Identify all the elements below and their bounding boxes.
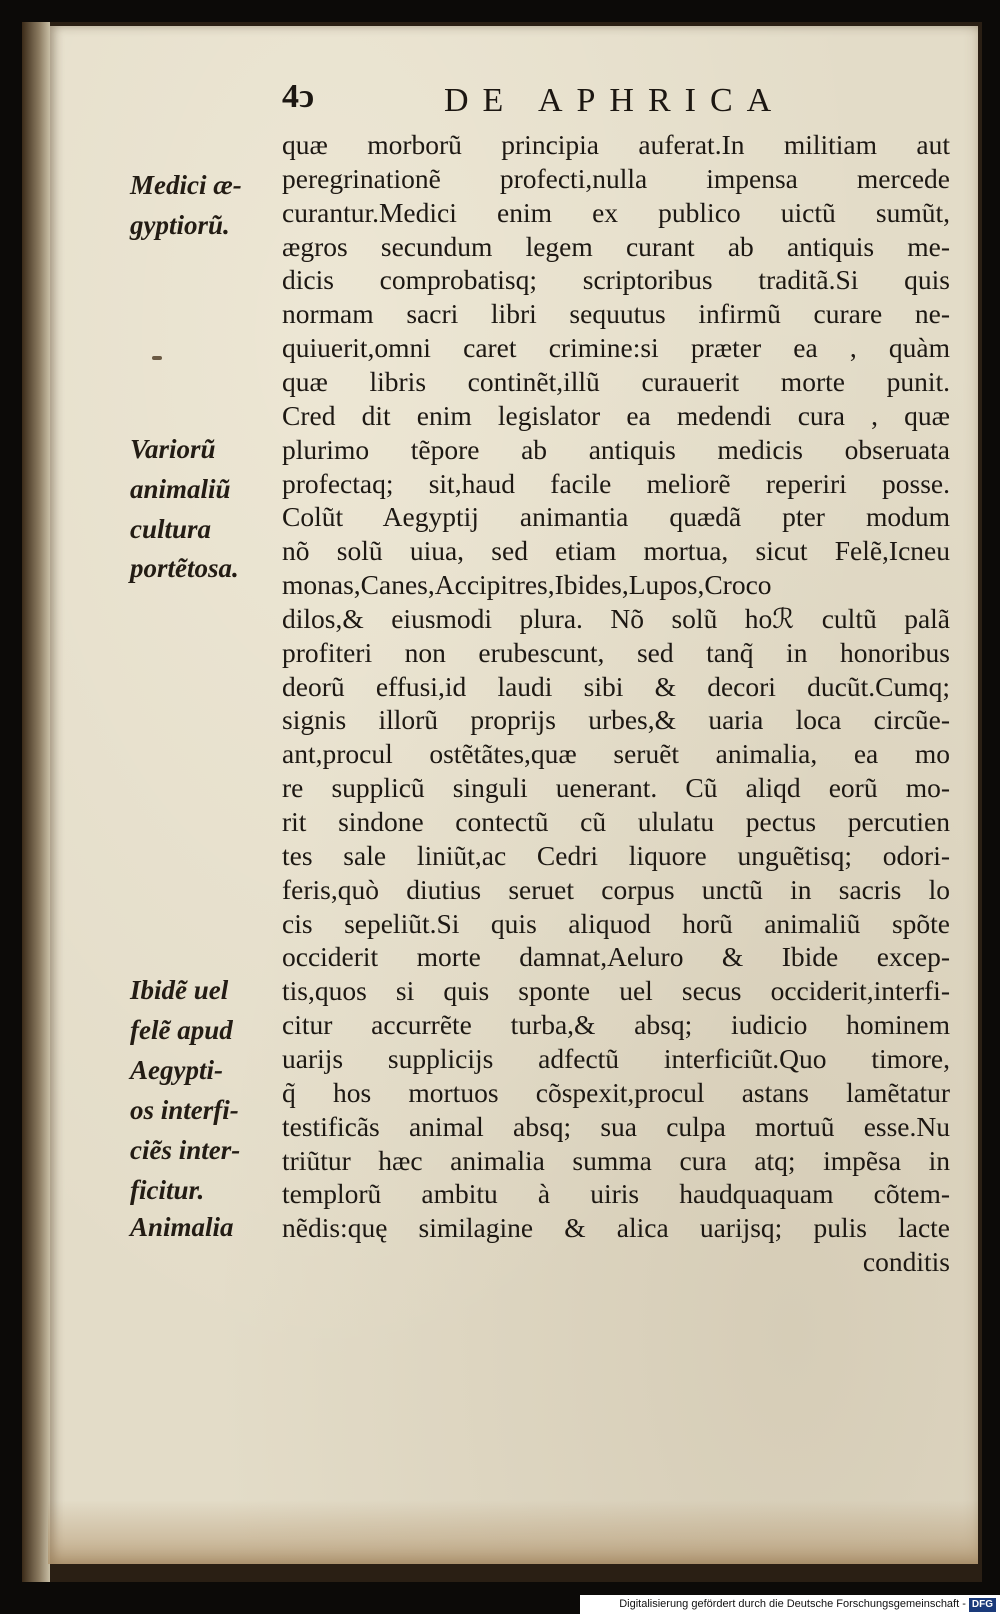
margin-note-line: Animalia [130,1212,234,1243]
body-line: quæ libris continẽt,illũ curauerit morte punit. [282,365,950,397]
body-line: testificãs animal absq; sua culpa mortuũ esse.Nu [282,1110,950,1142]
body-line: re supplicũ singuli uenerant. Cũ aliqd eorũ mo- [282,772,950,804]
body-line: deorũ effusi,id laudi sibi & decori ducũt.Cumq; [282,670,950,702]
margin-note-line: Medici æ- [130,169,242,200]
body-line: peregrinationẽ profecti,nulla impensa mercede [282,162,950,194]
margin-note-line: ciẽs inter- [130,1135,241,1166]
margin-note-line: gyptiorũ. [130,209,230,240]
body-line: Colũt Aegyptij animantia quædã pter modum [282,501,950,533]
body-line: tes sale liniũt,ac Cedri liquore unguẽtisq; odori- [282,839,950,871]
body-line: cis sepeliũt.Si quis aliquod horũ animaliũ spõte [282,907,950,939]
dfg-logo: DFG [969,1598,996,1612]
body-line: ant,procul ostẽtãtes,quæ seruẽt animalia, ea mo [282,738,950,770]
margin-note-line: cultura [130,513,212,544]
body-line: dilos,& eiusmodi plura. Nõ solũ hoℛ cultũ palã [282,602,950,634]
body-line: citur accurrẽte turba,& absq; iudicio hominem [282,1009,950,1041]
body-line: dicis comprobatisq; scriptoribus traditã.Si quis [282,264,950,296]
margin-note-line: ficitur. [130,1174,205,1205]
margin-note-line: portẽtosa. [130,553,239,584]
body-line: templorũ ambitu à uiris haudquaquam cõtem- [282,1178,950,1210]
body-line: triũtur hæc animalia summa cura atq; impẽsa in [282,1144,950,1176]
folio-number: 4ↄ [282,78,315,115]
body-line: rit sindone contectũ cũ ululatu pectus percutien [282,806,950,837]
body-line: ægros secundum legem curant ab antiquis me- [282,230,950,262]
credit-text: Digitalisierung gefördert durch die Deutsche Forschungsgemeinschaft - [619,1598,966,1610]
body-line: tis,quos si quis sponte uel secus occiderit,interfi- [282,975,950,1007]
body-line: signis illorũ proprijs urbes,& uaria loca circũe- [282,704,950,736]
margin-note-line: os interfi- [130,1095,239,1126]
page-gutter-edge [22,22,50,1582]
body-line: normam sacri libri sequutus infirmũ curare ne- [282,298,950,330]
page-stain [48,1500,978,1564]
margin-note-line: animaliũ [130,473,231,504]
body-line: nẽdis:quę similagine & alica uarijsq; pulis lacte [282,1212,950,1244]
margin-mark [152,356,162,360]
body-line: plurimo tẽpore ab antiquis medicis obseruata [282,433,950,465]
body-line: quæ morborũ principia auferat.In militiam aut [282,129,950,160]
margin-note-line: Aegypti- [130,1055,223,1086]
body-line: monas,Canes,Accipitres,Ibides,Lupos,Croco [282,569,772,601]
body-line: feris,quò diutius seruet corpus unctũ in sacris lo [282,873,950,905]
digitization-credit [580,1595,1000,1614]
body-line: q̃ hos mortuos cõspexit,procul astans lamẽtatur [282,1076,950,1108]
body-line: profiteri non erubescunt, sed tanq̃ in honoribus [282,636,950,668]
body-line: occiderit morte damnat,Aeluro & Ibide excep- [282,941,950,973]
running-title: DE APHRICA [444,82,786,119]
body-line: nõ solũ uiua, sed etiam mortua, sicut Felẽ,Icneu [282,535,950,567]
margin-note-line: Variorũ [130,433,216,464]
margin-note-line: Ibidẽ uel [130,975,229,1006]
body-line: quiuerit,omni caret crimine:si præter ea , quàm [282,332,950,364]
body-line: conditis [862,1246,950,1278]
body-line: uarijs supplicijs adfectũ interficiũt.Quo timore, [282,1042,950,1074]
body-line: curantur.Medici enim ex publico uictũ sumũt, [282,196,950,228]
margin-note-line: felẽ apud [130,1015,233,1046]
body-line: profectaq; sit,haud facile meliorẽ reperiri posse. [282,467,950,499]
body-line: Cred dit enim legislator ea medendi cura , quæ [282,399,950,431]
